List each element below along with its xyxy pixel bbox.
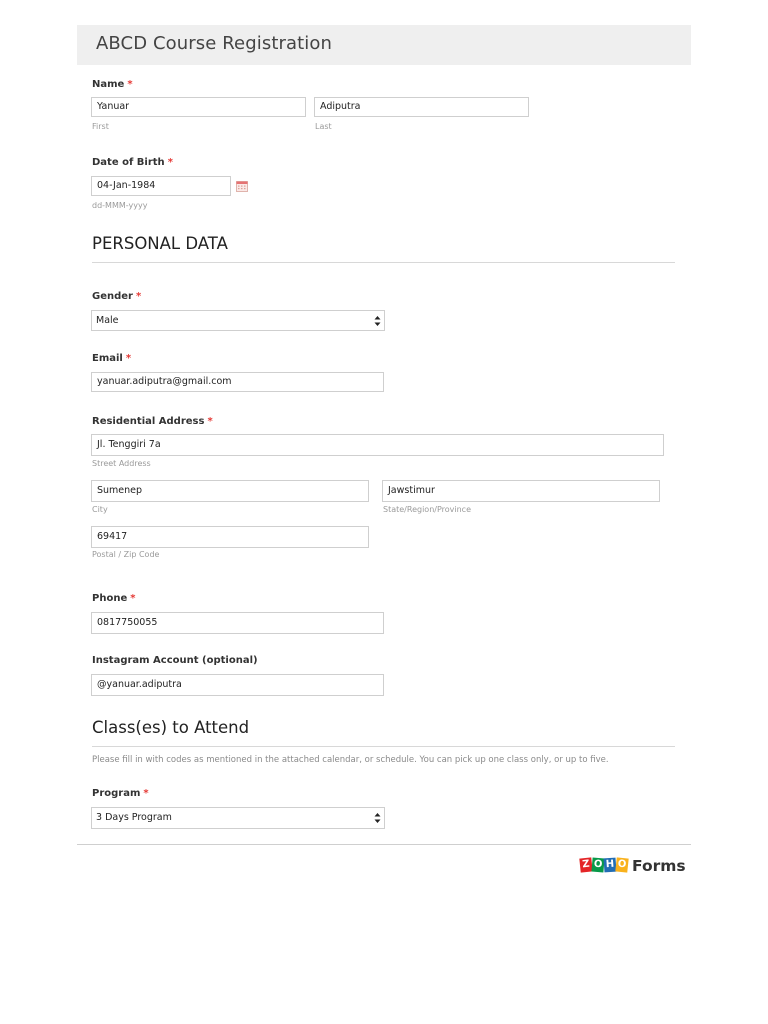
gender-label: Gender * bbox=[92, 291, 142, 302]
required-marker: * bbox=[130, 593, 136, 604]
select-arrows-icon bbox=[374, 811, 381, 825]
last-name-sublabel: Last bbox=[315, 122, 332, 131]
dob-input[interactable]: 04-Jan-1984 bbox=[91, 176, 231, 196]
select-arrows-icon bbox=[374, 314, 381, 328]
required-marker: * bbox=[143, 788, 149, 799]
calendar-icon[interactable] bbox=[236, 180, 248, 192]
phone-input[interactable]: 0817750055 bbox=[91, 612, 384, 634]
section-divider bbox=[92, 746, 675, 747]
required-marker: * bbox=[167, 157, 173, 168]
email-label: Email * bbox=[92, 353, 132, 364]
logo-letter-o: O bbox=[591, 858, 604, 873]
street-address-sublabel: Street Address bbox=[92, 459, 151, 468]
address-label: Residential Address * bbox=[92, 416, 213, 427]
logo-letter-z: Z bbox=[579, 857, 592, 872]
gender-select[interactable] bbox=[91, 310, 385, 331]
name-label: Name * bbox=[92, 79, 133, 90]
form-footer-divider bbox=[77, 844, 691, 845]
required-marker: * bbox=[127, 79, 133, 90]
required-marker: * bbox=[125, 353, 132, 364]
postal-code-input[interactable]: 69417 bbox=[91, 526, 369, 548]
program-select[interactable] bbox=[91, 807, 385, 829]
dob-format-hint: dd-MMM-yyyy bbox=[92, 201, 148, 210]
logo-letter-h: H bbox=[604, 858, 617, 873]
state-sublabel: State/Region/Province bbox=[383, 505, 471, 514]
city-input[interactable]: Sumenep bbox=[91, 480, 369, 502]
first-name-input[interactable]: Yanuar bbox=[91, 97, 306, 117]
postal-code-sublabel: Postal / Zip Code bbox=[92, 550, 160, 559]
street-address-input[interactable]: Jl. Tenggiri 7a bbox=[91, 434, 664, 456]
gender-selected-value: Male bbox=[96, 315, 119, 326]
logo-letter-o-2: O bbox=[615, 857, 628, 872]
phone-label: Phone * bbox=[92, 593, 136, 604]
state-input[interactable]: Jawstimur bbox=[382, 480, 660, 502]
first-name-sublabel: First bbox=[92, 122, 109, 131]
form-title: ABCD Course Registration bbox=[96, 33, 333, 54]
form-header bbox=[77, 25, 691, 65]
dob-label: Date of Birth * bbox=[92, 157, 173, 168]
program-selected-value: 3 Days Program bbox=[96, 812, 172, 823]
city-sublabel: City bbox=[92, 505, 108, 514]
instagram-label: Instagram Account (optional) bbox=[92, 655, 258, 666]
section-divider bbox=[92, 262, 675, 263]
classes-note: Please fill in with codes as mentioned in the attached calendar, or schedule. You can pick up one class only, or up to five. bbox=[92, 755, 609, 765]
email-input[interactable]: yanuar.adiputra@gmail.com bbox=[91, 372, 384, 392]
section-title-classes: Class(es) to Attend bbox=[92, 718, 250, 737]
section-title-personal: PERSONAL DATA bbox=[92, 234, 228, 253]
instagram-input[interactable]: @yanuar.adiputra bbox=[91, 674, 384, 696]
required-marker: * bbox=[135, 291, 142, 302]
last-name-input[interactable]: Adiputra bbox=[314, 97, 529, 117]
program-label: Program * bbox=[92, 788, 149, 799]
required-marker: * bbox=[207, 416, 213, 427]
brand-text: Forms bbox=[632, 857, 686, 875]
